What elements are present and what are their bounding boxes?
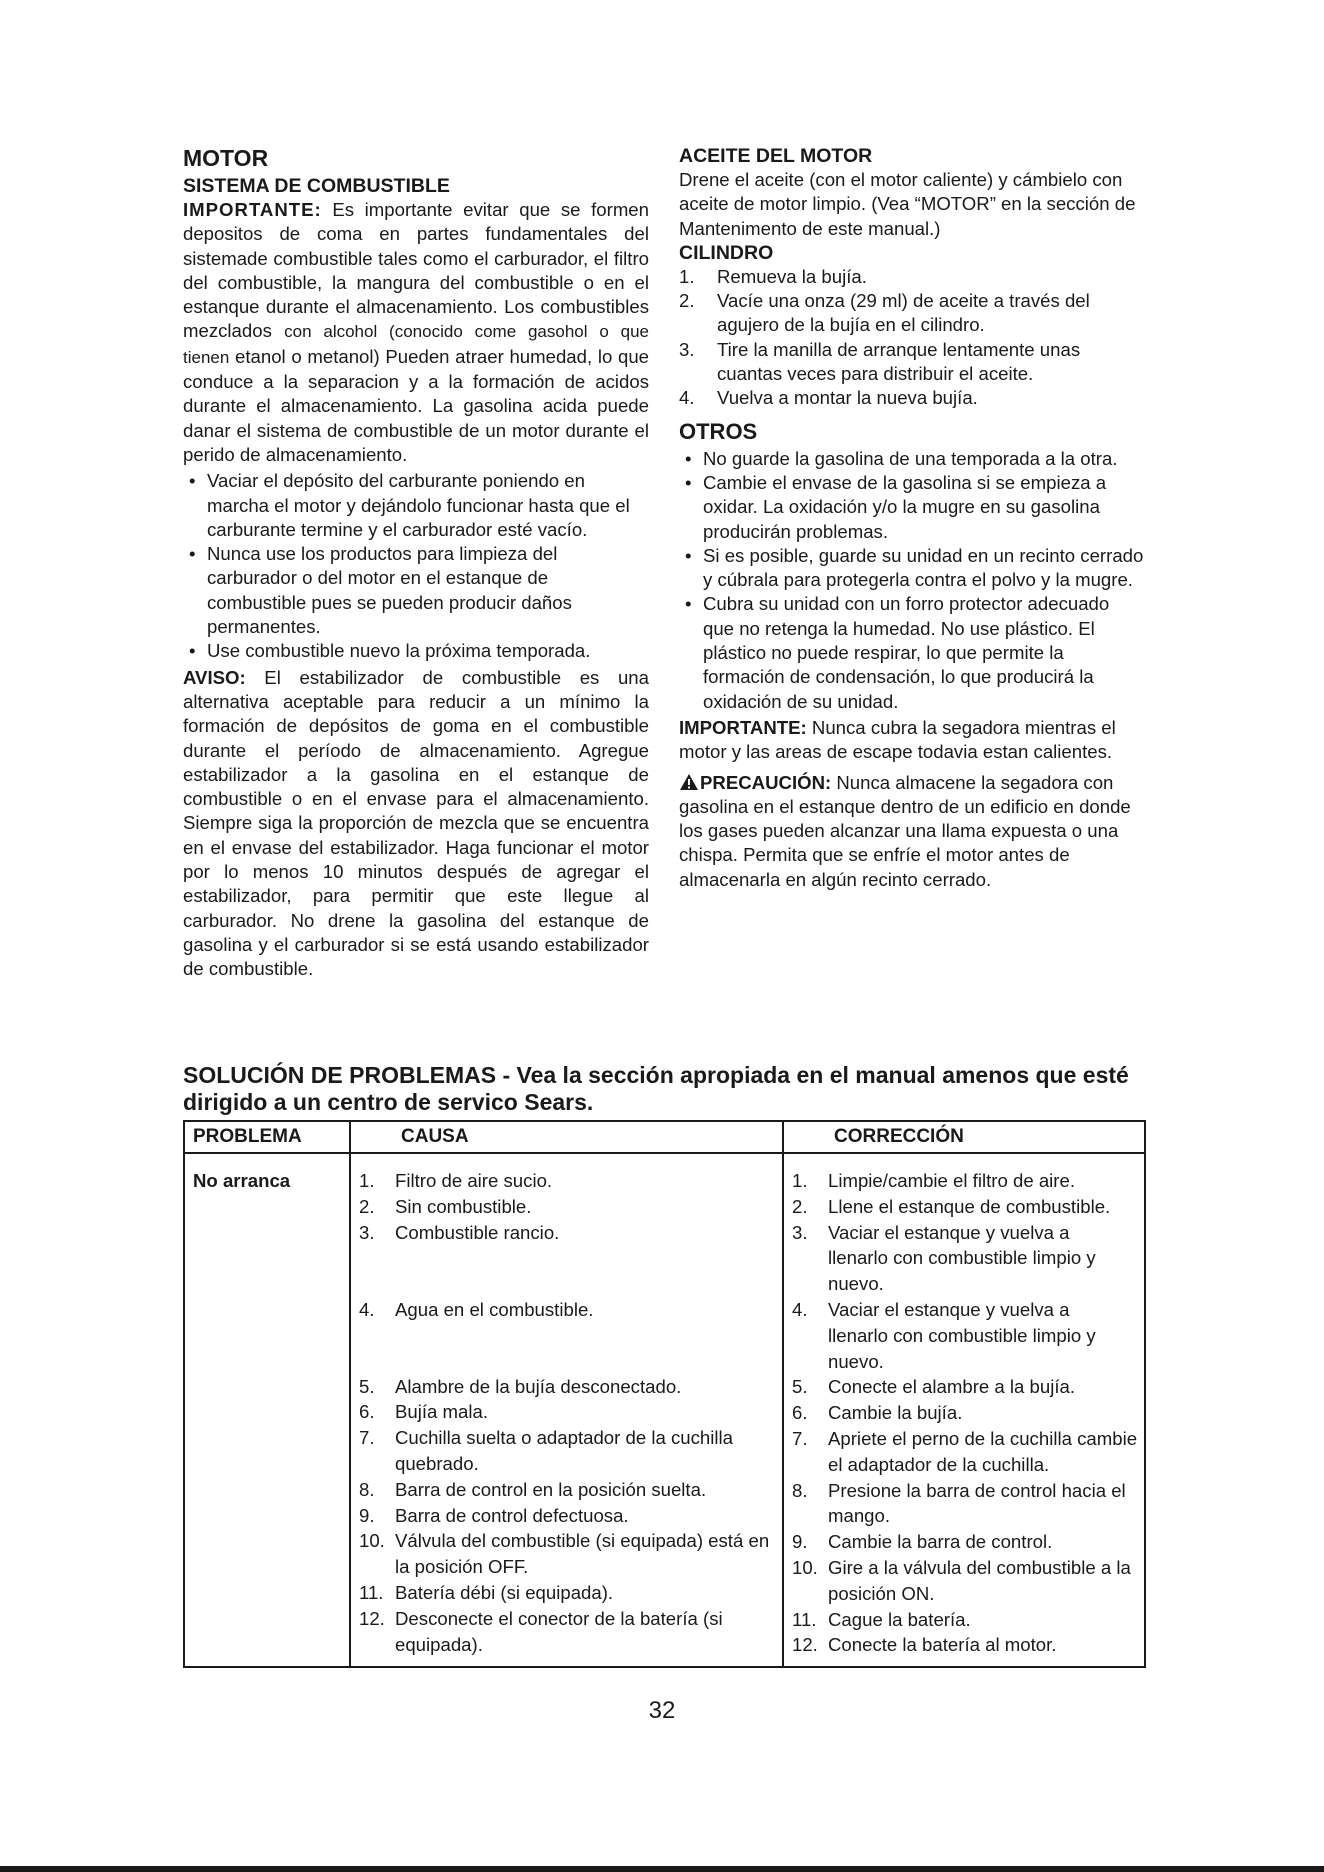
list-item: 3. Tire la manilla de arranque lentamente unas cuantas veces para distribuir el aceite. xyxy=(679,338,1081,385)
troubleshooting-table xyxy=(183,1120,1146,1668)
important-right-label: IMPORTANTE: xyxy=(679,716,807,738)
otros-bullets xyxy=(679,447,1145,714)
caution-text: Nunca almacene la segadora con gasolina en el estanque dentro de un edificio en donde los gases pueden alcanzar una llama expuesta o una chispa. Permita que se enfríe el motor antes de almacenarla en algún recinto cerrado. xyxy=(679,771,1131,890)
page-number: 32 xyxy=(648,1697,676,1724)
header-cause: CAUSA xyxy=(350,1121,783,1153)
important-text-2: etanol o metanol) Pueden atraer humedad, lo que conduce a la separacion y a la formación de acidos durante el almacenamiento. La gasolina acida puede danar el sistema de combustible de un motor durante el perido de almacenamiento. xyxy=(183,345,649,465)
motor-heading: MOTOR xyxy=(183,145,269,171)
list-item: 9. Cambie la barra de control. xyxy=(792,1531,1053,1553)
list-item: • Vaciar el depósito del carburante poniendo en marcha el motor y dejándolo funcionar hasta que el carburante termine y el carburador esté vacío. xyxy=(183,469,649,542)
list-item: 9. Barra de control defectuosa. xyxy=(359,1504,629,1526)
list-item: 4. Vaciar el estanque y vuelva a llenarlo con combustible limpio y nuevo. xyxy=(792,1298,1096,1372)
bottom-scan-edge xyxy=(0,1866,1324,1872)
list-item: 11. Cague la batería. xyxy=(792,1608,971,1630)
fuel-bullets xyxy=(183,469,649,663)
header-problem: PROBLEMA xyxy=(184,1121,350,1153)
list-item: 6. Bujía mala. xyxy=(359,1401,489,1423)
list-item: 8. Barra de control en la posición suelta. xyxy=(359,1478,707,1500)
list-item: 11. Batería débi (si equipada). xyxy=(359,1581,614,1603)
list-item: 10. Válvula del combustible (si equipada) está en la posición OFF. xyxy=(359,1530,770,1578)
aviso-text: El estabilizador de combustible es una alternativa aceptable para reducir a un mínimo la formación de depósitos de goma en el combustible durante el período de almacenamiento. Agregue estabilizador a la gasolina en el estanque de combustible o en el envase para el almacenamiento. Siempre siga la proporción de mezcla que se encuentra en el envase del estabilizador. Haga funcionar el motor por lo menos 10 minutos después de agregar el estabilizador, para permitir que este llegue al carburador. No drene la gasolina del estanque de gasolina y el carburador si se está usando estabilizador de combustible. xyxy=(183,666,649,980)
list-item: 3. Combustible rancio. xyxy=(359,1221,560,1243)
list-item: 7. Apriete el perno de la cuchilla cambie el adaptador de la cuchilla. xyxy=(792,1427,1138,1475)
list-item: 12. Desconecte el conector de la batería (si equipada). xyxy=(359,1607,723,1655)
list-item: • Si es posible, guarde su unidad en un recinto cerrado y cúbrala para protegerla contra el polvo y la mugre. xyxy=(679,544,1145,593)
list-item: • Use combustible nuevo la próxima temporada. xyxy=(183,639,649,663)
troubleshooting-title: SOLUCIÓN DE PROBLEMAS - Vea la sección apropiada en el manual amenos que esté dirigido a un centro de servico Sears. xyxy=(183,1062,1129,1115)
list-item: 4. Vuelva a montar la nueva bujía. xyxy=(679,387,978,409)
important-text: Es importante evitar que se formen depositos de coma en partes fundamentales del sistemade combustible tales como el carburador, el filtro del combustible, la mangura del combustible o en el estanque durante el almacenamiento. Los combustibles mezclados xyxy=(183,199,649,342)
table-row xyxy=(184,1153,1145,1667)
list-item: 8. Presione la barra de control hacia el mango. xyxy=(792,1479,1126,1527)
caution-label: PRECAUCIÓN: xyxy=(700,771,832,793)
important-paragraph xyxy=(183,198,649,467)
aviso-paragraph xyxy=(183,666,649,982)
list-item: 12. Conecte la batería al motor. xyxy=(792,1634,1057,1656)
list-item: 7. Cuchilla suelta o adaptador de la cuchilla quebrado. xyxy=(359,1427,734,1474)
right-column xyxy=(679,144,1145,892)
list-item: 5. Alambre de la bujía desconectado. xyxy=(359,1375,682,1397)
list-item: 1. Limpie/cambie el filtro de aire. xyxy=(792,1170,1075,1191)
oil-heading: ACEITE DEL MOTOR xyxy=(679,145,873,167)
cause-list xyxy=(359,1168,776,1657)
list-item: 2. Llene el estanque de combustible. xyxy=(792,1195,1111,1217)
list-item: • Nunca use los productos para limpieza del carburador o del motor en el estanque de combustible pues se pueden producir daños permanentes. xyxy=(183,542,649,639)
list-item: 2. Sin combustible. xyxy=(359,1195,532,1217)
cause-cell xyxy=(350,1153,783,1667)
list-item: 4. Agua en el combustible. xyxy=(359,1298,594,1320)
oil-paragraph: Drene el aceite (con el motor caliente) y cámbielo con aceite de motor limpio. (Vea “MOTOR” en la sección de Mantenimento de este manual.) xyxy=(679,169,1136,239)
list-item: • Cubra su unidad con un forro protector adecuado que no retenga la humedad. No use plástico. El plástico no puede respirar, lo que permite la formación de condensación, lo que producirá la oxidación de su unidad. xyxy=(679,592,1145,713)
list-item: • Cambie el envase de la gasolina si se empieza a oxidar. La oxidación y/o la mugre en su gasolina producirán problemas. xyxy=(679,471,1145,544)
correction-list xyxy=(792,1168,1138,1658)
list-item: 2. Vacíe una onza (29 ml) de aceite a través del agujero de la bujía en el cilindro. xyxy=(679,290,1090,336)
otros-heading: OTROS xyxy=(679,418,758,444)
important-small-text: con alcohol (conocido come gasohol o que tienen xyxy=(183,322,649,367)
list-item: 3. Vaciar el estanque y vuelva a llenarlo con combustible limpio y nuevo. xyxy=(792,1221,1096,1295)
fuel-system-heading: SISTEMA DE COMBUSTIBLE xyxy=(183,175,450,197)
header-correction: CORRECCIÓN xyxy=(783,1121,1145,1153)
caution-paragraph xyxy=(679,771,1145,892)
list-item: 1. Remueva la bujía. xyxy=(679,265,867,287)
list-item: 5. Conecte el alambre a la bujía. xyxy=(792,1376,1076,1398)
list-item: 10. Gire a la válvula del combustible a la posición ON. xyxy=(792,1556,1131,1604)
cylinder-heading: CILINDRO xyxy=(679,241,774,264)
list-item: 6. Cambie la bujía. xyxy=(792,1402,963,1424)
problem-cell xyxy=(184,1153,350,1667)
important-right-paragraph xyxy=(679,716,1145,765)
left-column xyxy=(183,144,649,982)
important-label: IMPORTANTE: xyxy=(183,199,322,220)
important-right-text: Nunca cubra la segadora mientras el motor y las areas de escape todavia estan calientes. xyxy=(679,716,1116,763)
correction-cell xyxy=(783,1153,1145,1667)
cylinder-steps xyxy=(679,265,1145,411)
list-item: 1. Filtro de aire sucio. xyxy=(359,1170,553,1191)
aviso-label: AVISO: xyxy=(183,666,246,688)
table-header-row xyxy=(184,1121,1145,1153)
problem-label: No arranca xyxy=(193,1170,291,1191)
list-item: • No guarde la gasolina de una temporada a la otra. xyxy=(679,447,1145,471)
warning-triangle-icon xyxy=(679,773,699,791)
